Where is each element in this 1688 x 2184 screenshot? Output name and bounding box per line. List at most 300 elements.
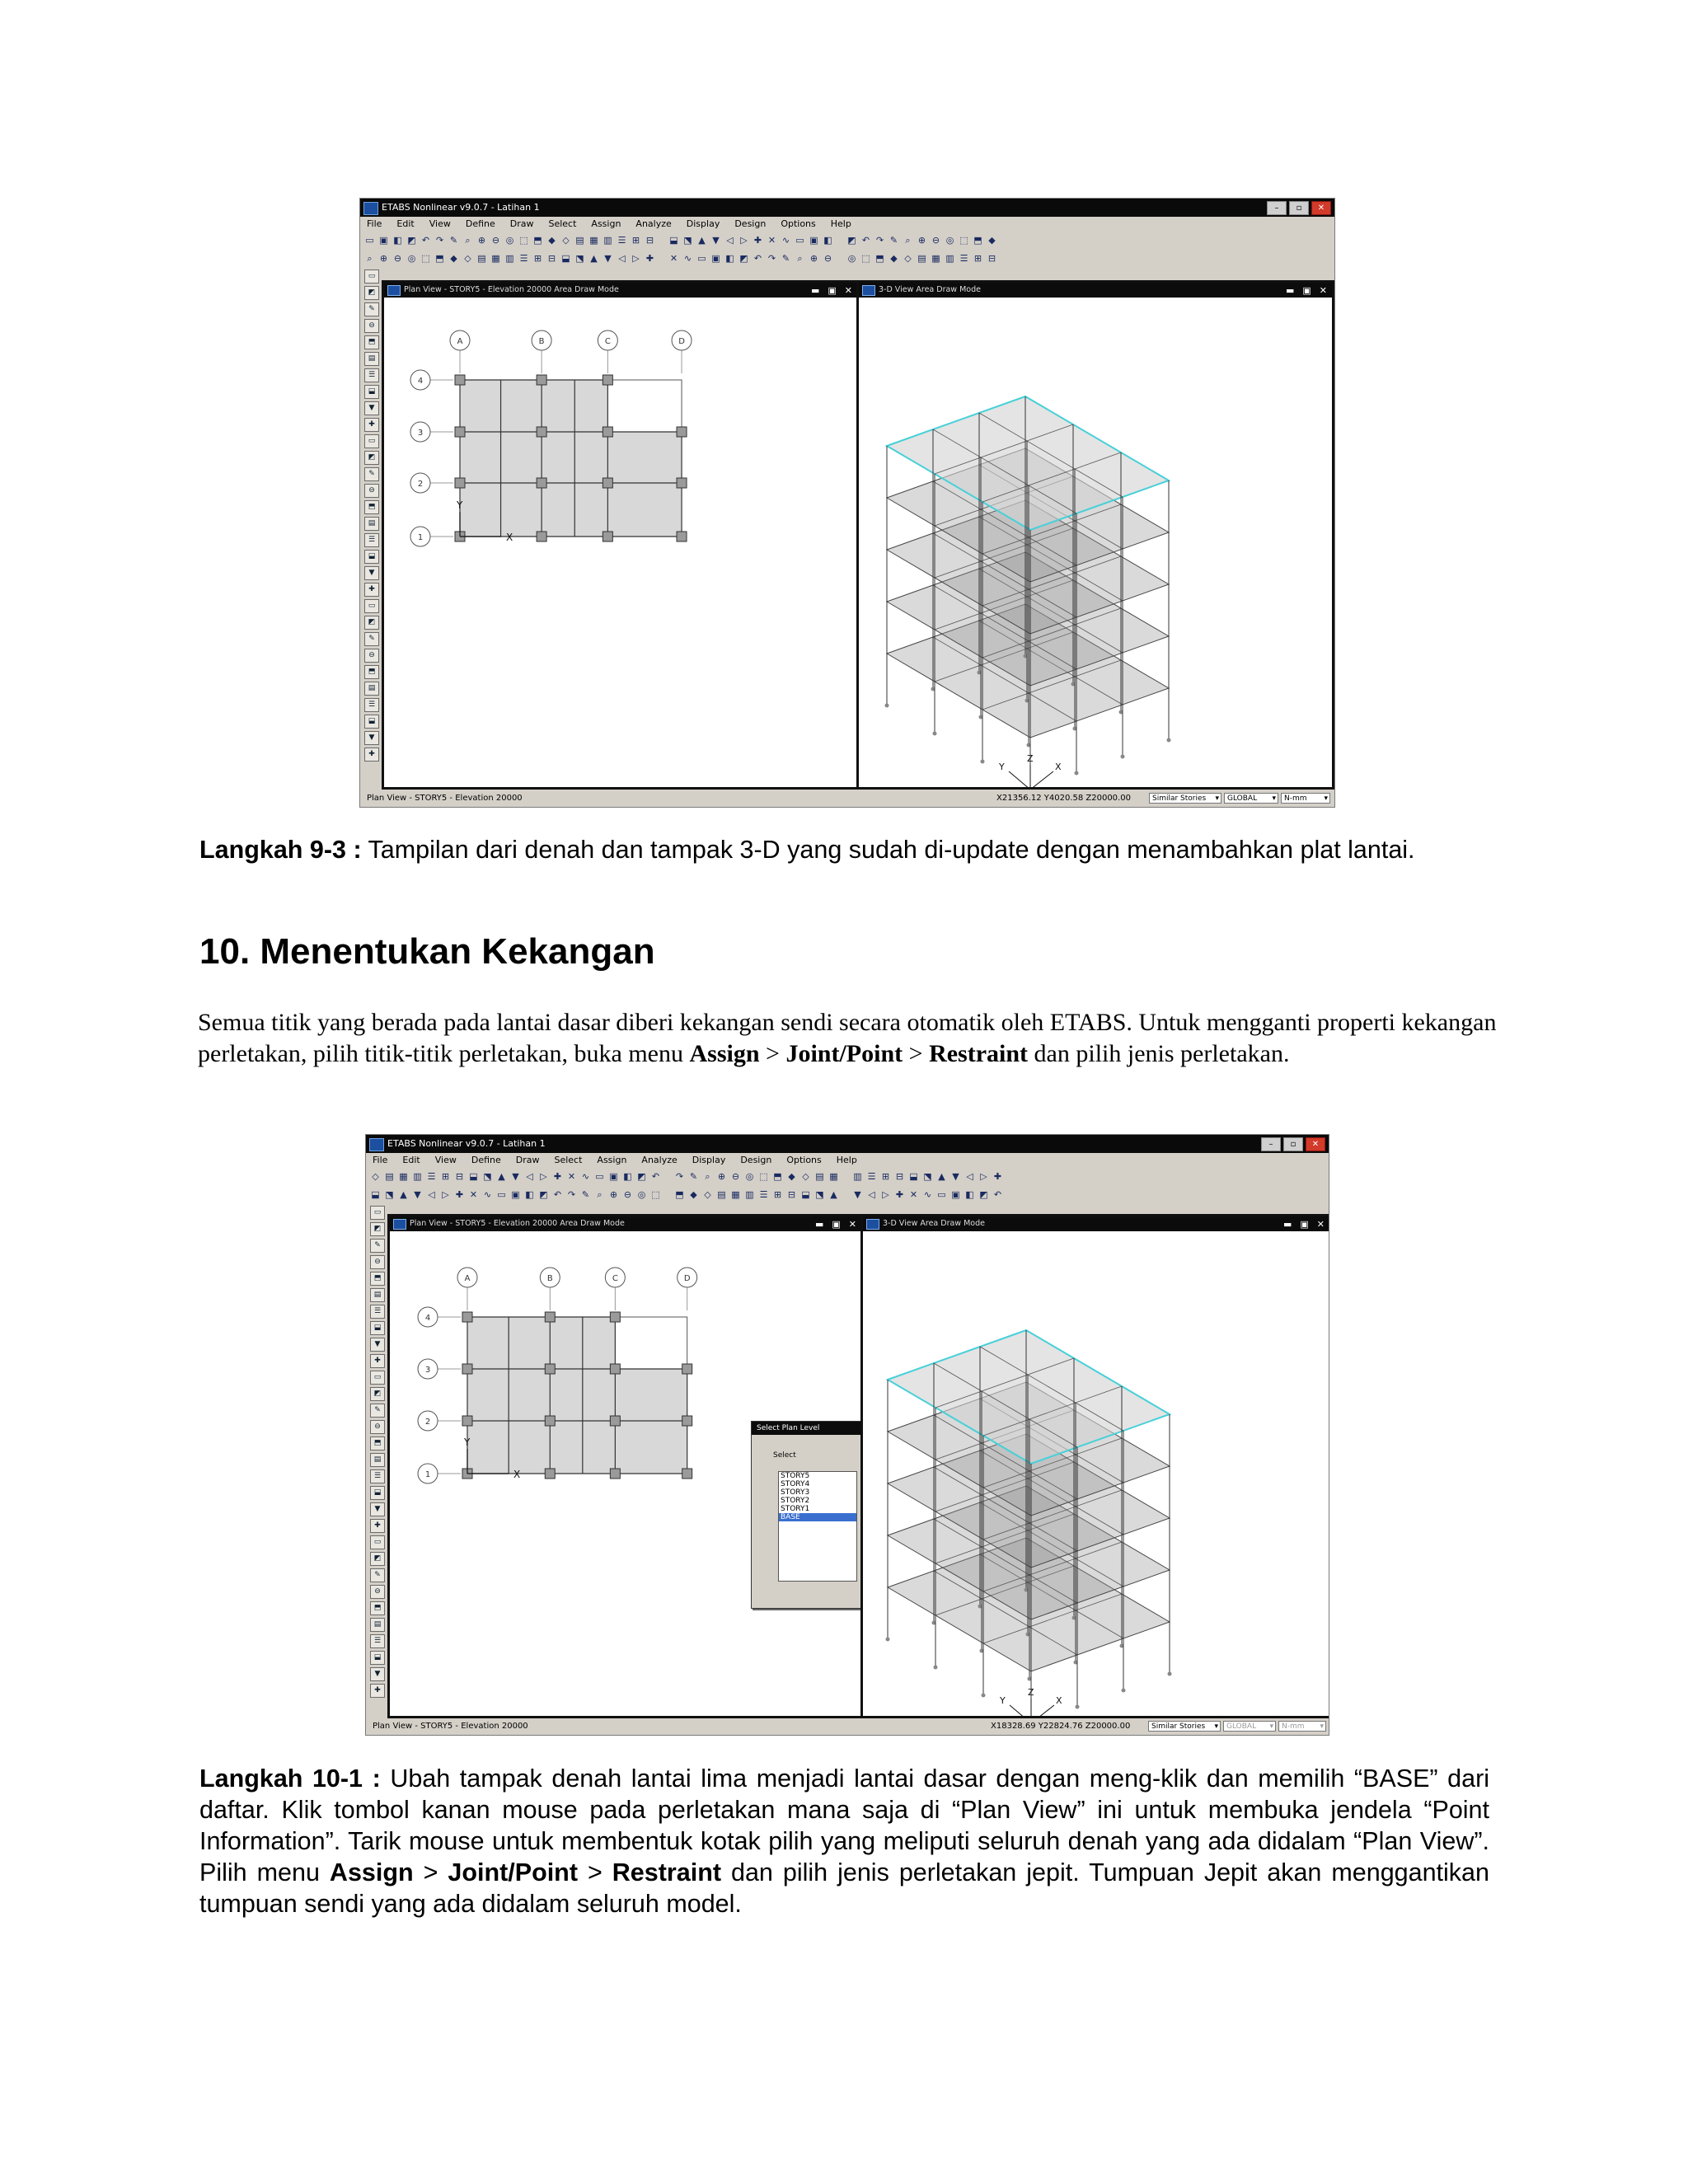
toolbar-tool-icon[interactable]: ∿ <box>581 1171 590 1182</box>
toolbar-tool-icon[interactable]: ◇ <box>372 1171 379 1182</box>
toolbar-tool-icon[interactable]: ⊞ <box>881 1171 890 1182</box>
toolbar-tool-icon[interactable]: ✚ <box>645 253 654 264</box>
toolbar-tool-icon[interactable]: ◆ <box>690 1189 697 1200</box>
list-item[interactable]: STORY3 <box>781 1488 810 1497</box>
draw-tool-icon[interactable]: ☰ <box>364 368 379 382</box>
toolbar-tool-icon[interactable]: ⊟ <box>645 235 654 246</box>
joint-marker <box>537 532 546 541</box>
draw-tool-icon[interactable]: ☰ <box>364 698 379 712</box>
close-button[interactable]: ✕ <box>1311 201 1331 215</box>
draw-tool-icon[interactable]: ⊖ <box>364 649 379 663</box>
3d-view-window[interactable] <box>860 1214 1329 1718</box>
toolbar-tool-icon[interactable]: ✕ <box>669 253 678 264</box>
toolbar-tool-icon[interactable]: ◁ <box>428 1189 435 1200</box>
toolbar-tool-icon[interactable]: ▼ <box>952 1171 959 1182</box>
toolbar-tool-icon[interactable]: ⬔ <box>923 1171 932 1182</box>
toolbar-tool-icon[interactable]: ▥ <box>413 1171 422 1182</box>
menu-file[interactable]: File <box>373 1155 388 1165</box>
toolbar-tool-icon[interactable]: ⌕ <box>705 1170 710 1182</box>
toolbar-tool-icon[interactable]: ⊖ <box>823 253 832 264</box>
toolbar-tool-icon[interactable]: ↶ <box>861 235 870 246</box>
draw-tool-icon[interactable]: ✚ <box>370 1354 385 1368</box>
toolbar-tool-icon[interactable]: ☰ <box>427 1171 436 1182</box>
toolbar-tool-icon[interactable]: ◧ <box>965 1189 974 1200</box>
maximize-button[interactable]: ▫ <box>1283 1137 1303 1151</box>
draw-tool-icon[interactable]: ⬒ <box>370 1272 385 1286</box>
toolbar-tool-icon[interactable]: ⊕ <box>809 253 818 264</box>
toolbar-tool-icon[interactable]: ✚ <box>993 1171 1002 1182</box>
plan-view-window[interactable] <box>387 1214 864 1718</box>
toolbar-tool-icon[interactable]: ◧ <box>725 253 734 264</box>
toolbar-tool-icon[interactable]: ▣ <box>951 1189 960 1200</box>
toolbar-tool-icon[interactable]: ▦ <box>491 253 500 264</box>
minimize-icon[interactable]: ▬ <box>814 1219 824 1230</box>
toolbar-tool-icon[interactable]: ◁ <box>618 253 626 264</box>
draw-tool-icon[interactable]: ⬒ <box>370 1601 385 1615</box>
toolbar-tool-icon[interactable]: ◩ <box>637 1171 646 1182</box>
draw-tool-icon[interactable]: ⬓ <box>370 1321 385 1335</box>
draw-tool-icon[interactable]: ◩ <box>370 1222 385 1236</box>
toolbar-tool-icon[interactable]: ▷ <box>632 253 640 264</box>
toolbar-tool-icon[interactable]: ▦ <box>829 1171 838 1182</box>
draw-tool-icon[interactable]: ▭ <box>370 1206 385 1220</box>
similar-stories-select[interactable]: Similar Stories ▾ <box>1149 793 1221 804</box>
draw-tool-icon[interactable]: ▭ <box>364 269 379 284</box>
toolbar-tool-icon[interactable]: ▭ <box>595 1171 604 1182</box>
close-icon[interactable]: ✕ <box>1316 1219 1325 1230</box>
toolbar-tool-icon[interactable]: ⬔ <box>483 1171 492 1182</box>
toolbar-tool-icon[interactable]: ⊟ <box>787 1189 796 1200</box>
menu-assign[interactable]: Assign <box>591 218 621 229</box>
draw-tool-icon[interactable]: ✎ <box>364 632 379 646</box>
draw-tool-icon[interactable]: ✎ <box>364 467 379 481</box>
toolbar-tool-icon[interactable]: ▲ <box>938 1171 945 1182</box>
draw-tool-icon[interactable]: ⬓ <box>364 385 379 399</box>
draw-tool-icon[interactable]: ▤ <box>370 1453 385 1467</box>
toolbar-tool-icon[interactable]: ↷ <box>767 253 776 264</box>
toolbar-tool-icon[interactable]: ⊟ <box>987 253 996 264</box>
draw-tool-icon[interactable]: ☰ <box>364 533 379 547</box>
toolbar-tool-icon[interactable]: ▤ <box>477 253 486 264</box>
toolbar-tool-icon[interactable]: ▦ <box>589 235 598 246</box>
toolbar-tool-icon[interactable]: ☰ <box>519 253 528 264</box>
toolbar-tool-icon[interactable]: ☰ <box>867 1171 876 1182</box>
toolbar-tool-icon[interactable]: ▥ <box>505 253 514 264</box>
menu-view[interactable]: View <box>429 218 451 229</box>
toolbar-tool-icon[interactable]: ▲ <box>830 1189 837 1200</box>
toolbar-tool-icon[interactable]: ✚ <box>753 235 762 246</box>
draw-tool-icon[interactable]: ✎ <box>370 1239 385 1253</box>
toolbar-tool-icon[interactable]: ▷ <box>540 1171 547 1182</box>
draw-tool-icon[interactable]: ☰ <box>370 1634 385 1648</box>
toolbar-tool-icon[interactable]: ▥ <box>945 253 954 264</box>
toolbar-tool-icon[interactable]: ▥ <box>603 235 612 246</box>
toolbar-tool-icon[interactable]: ⊕ <box>609 1189 618 1200</box>
draw-tool-icon[interactable]: ✎ <box>370 1568 385 1582</box>
toolbar-tool-icon[interactable]: ⬔ <box>575 253 584 264</box>
toolbar-tool-icon[interactable]: ⊟ <box>455 1171 464 1182</box>
toolbar-tool-icon[interactable]: ▭ <box>795 235 804 246</box>
draw-tool-icon[interactable]: ▭ <box>364 434 379 448</box>
restore-icon[interactable]: ▣ <box>832 1219 841 1230</box>
draw-tool-icon[interactable]: ◩ <box>364 451 379 465</box>
toolbar-tool-icon[interactable]: ∿ <box>923 1189 932 1200</box>
toolbar-tool-icon[interactable]: ⌕ <box>597 1188 603 1200</box>
toolbar-tool-icon[interactable]: ⊟ <box>547 253 556 264</box>
toolbar-tool-icon[interactable]: ◧ <box>823 235 832 246</box>
menu-define[interactable]: Define <box>471 1155 501 1165</box>
toolbar-tool-icon[interactable]: ◆ <box>890 253 898 264</box>
toolbar-tool-icon[interactable]: ▥ <box>853 1171 862 1182</box>
menu-edit[interactable]: Edit <box>396 218 415 229</box>
minimize-icon[interactable]: ▬ <box>1285 285 1295 296</box>
toolbar-tool-icon[interactable]: ↶ <box>553 1189 562 1200</box>
restore-icon[interactable]: ▣ <box>1300 1219 1309 1230</box>
toolbar-tool-icon[interactable]: ◆ <box>450 253 457 264</box>
draw-tool-icon[interactable]: ✎ <box>370 1404 385 1418</box>
toolbar-tool-icon[interactable]: ◎ <box>505 235 514 246</box>
draw-tool-icon[interactable]: ✚ <box>364 748 379 762</box>
toolbar-tool-icon[interactable]: ▤ <box>575 235 584 246</box>
toolbar-tool-icon[interactable]: ◧ <box>623 1171 632 1182</box>
toolbar-tool-icon[interactable]: ✚ <box>553 1171 562 1182</box>
list-item[interactable]: STORY5 <box>781 1472 810 1480</box>
toolbar-tool-icon[interactable]: ▤ <box>815 1171 824 1182</box>
toolbar-tool-icon[interactable]: ⊖ <box>731 1171 740 1182</box>
toolbar-tool-icon[interactable]: ◇ <box>704 1189 711 1200</box>
toolbar-tool-icon[interactable]: ⬓ <box>909 1171 918 1182</box>
joint-marker <box>677 478 687 488</box>
toolbar-tool-icon[interactable]: ⬚ <box>519 235 528 246</box>
toolbar-tool-icon[interactable]: ↶ <box>421 235 430 246</box>
menu-file[interactable]: File <box>367 218 382 229</box>
toolbar-tool-icon[interactable]: ⊖ <box>623 1189 632 1200</box>
draw-tool-icon[interactable]: ⊖ <box>364 484 379 498</box>
draw-tool-icon[interactable]: ✚ <box>370 1519 385 1533</box>
toolbar-tool-icon[interactable]: ◎ <box>847 253 856 264</box>
list-item[interactable]: STORY2 <box>781 1497 810 1505</box>
toolbar-tool-icon[interactable]: ✕ <box>767 235 776 246</box>
toolbar-tool-icon[interactable]: ▥ <box>745 1189 754 1200</box>
toolbar-tool-icon[interactable]: ⊟ <box>895 1171 904 1182</box>
toolbar-tool-icon[interactable]: ▷ <box>442 1189 449 1200</box>
list-item[interactable]: STORY4 <box>781 1480 810 1488</box>
toolbar-tool-icon[interactable]: ⬓ <box>801 1189 810 1200</box>
toolbar-tool-icon[interactable]: ⬓ <box>561 253 570 264</box>
minimize-icon[interactable]: ▬ <box>1282 1219 1292 1230</box>
draw-tool-icon[interactable]: ▼ <box>370 1502 385 1516</box>
restore-icon[interactable]: ▣ <box>828 285 837 296</box>
toolbar-tool-icon[interactable]: ⬚ <box>759 1171 768 1182</box>
toolbar-tool-icon[interactable]: ▼ <box>512 1171 519 1182</box>
menu-assign[interactable]: Assign <box>597 1155 627 1165</box>
close-icon[interactable]: ✕ <box>1319 285 1327 296</box>
toolbar-tool-icon[interactable]: ⊕ <box>917 235 926 246</box>
draw-tool-icon[interactable]: ◩ <box>370 1387 385 1401</box>
toolbar-tool-icon[interactable]: ◆ <box>548 235 556 246</box>
toolbar-tool-icon[interactable]: ∿ <box>683 253 692 264</box>
menu-define[interactable]: Define <box>465 218 495 229</box>
toolbar-tool-icon[interactable]: ▲ <box>498 1171 505 1182</box>
menu-design[interactable]: Design <box>734 218 767 229</box>
toolbar-tool-icon[interactable]: ▼ <box>712 235 720 246</box>
toolbar-tool-icon[interactable]: ▭ <box>365 235 374 246</box>
draw-tool-icon[interactable]: ▤ <box>370 1618 385 1632</box>
draw-tool-icon[interactable]: ✚ <box>364 418 379 432</box>
toolbar-tool-icon[interactable]: ↶ <box>993 1189 1002 1200</box>
menu-options[interactable]: Options <box>781 218 816 229</box>
draw-tool-icon[interactable]: ⬓ <box>364 715 379 729</box>
toolbar-tool-icon[interactable]: ◩ <box>739 253 748 264</box>
toolbar-tool-icon[interactable]: ◩ <box>847 235 856 246</box>
toolbar-tool-icon[interactable]: ⬒ <box>875 253 884 264</box>
toolbar-tool-icon[interactable]: ⊞ <box>773 1189 782 1200</box>
toolbar-tool-icon[interactable]: ▤ <box>385 1171 394 1182</box>
plan-view-title: Plan View - STORY5 - Elevation 20000 Area Draw Mode <box>410 1219 625 1228</box>
toolbar-tool-icon[interactable]: ⊕ <box>477 235 486 246</box>
toolbar-tool-icon[interactable]: ▲ <box>590 253 598 264</box>
plan-level-list[interactable] <box>778 1471 857 1582</box>
toolbar-tool-icon[interactable]: ◇ <box>802 1171 809 1182</box>
toolbar-tool-icon[interactable]: ◁ <box>868 1189 875 1200</box>
toolbar-tool-icon[interactable]: ◩ <box>979 1189 988 1200</box>
toolbar-tool-icon[interactable]: ⌕ <box>797 252 803 264</box>
maximize-button[interactable]: ▫ <box>1289 201 1309 215</box>
menu-design[interactable]: Design <box>740 1155 772 1165</box>
toolbar-tool-icon[interactable]: ⬚ <box>861 253 870 264</box>
plan-view-window[interactable] <box>382 280 860 790</box>
draw-tool-icon[interactable]: ⬒ <box>364 335 379 349</box>
toolbar-tool-icon[interactable]: ↷ <box>567 1189 576 1200</box>
restore-icon[interactable]: ▣ <box>1302 285 1311 296</box>
toolbar-tool-icon[interactable]: ◁ <box>726 235 734 246</box>
toolbar-tool-icon[interactable]: ⬓ <box>371 1189 380 1200</box>
toolbar-tool-icon[interactable]: ☰ <box>759 1189 768 1200</box>
menu-view[interactable]: View <box>434 1155 457 1165</box>
toolbar-tool-icon[interactable]: ⬚ <box>959 235 968 246</box>
toolbar-tool-icon[interactable]: ▭ <box>697 253 706 264</box>
menu-options[interactable]: Options <box>786 1155 822 1165</box>
toolbar-tool-icon[interactable]: ▦ <box>399 1171 408 1182</box>
toolbar-tool-icon[interactable]: ⬒ <box>533 235 542 246</box>
toolbar-tool-icon[interactable]: ▭ <box>937 1189 946 1200</box>
toolbar-tool-icon[interactable]: ◆ <box>788 1171 795 1182</box>
draw-tool-icon[interactable]: ▭ <box>370 1371 385 1385</box>
3d-view-window[interactable] <box>856 280 1334 790</box>
toolbar-tool-icon[interactable]: ⬚ <box>651 1189 660 1200</box>
menu-analyze[interactable]: Analyze <box>635 218 672 229</box>
toolbar-tool-icon[interactable]: ◁ <box>966 1171 973 1182</box>
toolbar-tool-icon[interactable]: ⊕ <box>379 253 388 264</box>
toolbar-tool-icon[interactable]: ⊞ <box>631 235 640 246</box>
similar-stories-select[interactable]: Similar Stories ▾ <box>1148 1721 1221 1732</box>
toolbar-tool-icon[interactable]: ◎ <box>637 1189 646 1200</box>
toolbar-tool-icon[interactable]: ◎ <box>745 1171 754 1182</box>
toolbar-tool-icon[interactable]: ◎ <box>945 235 954 246</box>
draw-tool-icon[interactable]: ☰ <box>370 1469 385 1483</box>
draw-tool-icon[interactable]: ▼ <box>370 1667 385 1681</box>
coord-system-select[interactable]: GLOBAL ▾ <box>1223 1721 1276 1732</box>
minimize-icon[interactable]: ▬ <box>810 285 820 296</box>
toolbar-tool-icon[interactable]: ◇ <box>464 253 471 264</box>
toolbar-tool-icon[interactable]: ⬔ <box>815 1189 824 1200</box>
draw-tool-icon[interactable]: ▤ <box>364 517 379 531</box>
menu-edit[interactable]: Edit <box>402 1155 420 1165</box>
toolbar-tool-icon[interactable]: ◩ <box>539 1189 548 1200</box>
menu-draw[interactable]: Draw <box>515 1155 540 1165</box>
draw-tool-icon[interactable]: ▤ <box>364 352 379 366</box>
toolbar-tool-icon[interactable]: ▲ <box>400 1189 407 1200</box>
toolbar-tool-icon[interactable]: ▷ <box>980 1171 987 1182</box>
toolbar-tool-icon[interactable]: ⬒ <box>435 253 444 264</box>
draw-tool-icon[interactable]: ▤ <box>370 1288 385 1302</box>
toolbar-tool-icon[interactable]: ⊖ <box>931 235 940 246</box>
toolbar-tool-icon[interactable]: ⊞ <box>973 253 982 264</box>
toolbar-tool-icon[interactable]: ✕ <box>567 1171 576 1182</box>
draw-tool-icon[interactable]: ⬓ <box>364 550 379 564</box>
menu-select[interactable]: Select <box>554 1155 583 1165</box>
toolbar-tool-icon[interactable]: ▤ <box>717 1189 726 1200</box>
toolbar-tool-icon[interactable]: ◇ <box>562 235 570 246</box>
toolbar-tool-icon[interactable]: ▷ <box>882 1189 889 1200</box>
toolbar-tool-icon[interactable]: ▣ <box>609 1171 618 1182</box>
toolbar-tool-icon[interactable]: ⊖ <box>491 235 500 246</box>
toolbar-tool-icon[interactable]: ⌕ <box>465 234 471 246</box>
toolbar-tool-icon[interactable]: ✎ <box>781 253 790 264</box>
toolbar-tool-icon[interactable]: ↶ <box>651 1171 660 1182</box>
toolbar-tool-icon[interactable]: ☰ <box>959 253 968 264</box>
toolbar-tool-icon[interactable]: ▭ <box>497 1189 506 1200</box>
toolbar-tool-icon[interactable]: ▣ <box>511 1189 520 1200</box>
toolbar-tool-icon[interactable]: ▦ <box>931 253 940 264</box>
toolbar-tool-icon[interactable]: ▦ <box>731 1189 740 1200</box>
draw-tool-icon[interactable]: ⊖ <box>370 1255 385 1269</box>
toolbar-tool-icon[interactable]: ↶ <box>753 253 762 264</box>
list-item[interactable]: STORY1 <box>781 1505 810 1513</box>
toolbar-tool-icon[interactable]: ▣ <box>379 235 388 246</box>
menu-help[interactable]: Help <box>836 1155 857 1165</box>
toolbar-tool-icon[interactable]: ⬚ <box>421 253 430 264</box>
toolbar-tool-icon[interactable]: ◎ <box>407 253 416 264</box>
units-select[interactable]: N-mm ▾ <box>1281 793 1330 804</box>
draw-tool-icon[interactable]: ▼ <box>364 566 379 580</box>
draw-tool-icon[interactable]: ⬓ <box>370 1651 385 1665</box>
draw-tool-icon[interactable]: ◩ <box>370 1552 385 1566</box>
toolbar-tool-icon[interactable]: ◧ <box>393 235 402 246</box>
toolbar-tool-icon[interactable]: ✎ <box>581 1189 590 1200</box>
toolbar-tool-icon[interactable]: ⬔ <box>385 1189 394 1200</box>
toolbar-tool-icon[interactable]: ⬔ <box>683 235 692 246</box>
draw-tool-icon[interactable]: ✚ <box>364 583 379 597</box>
toolbar-tool-icon[interactable]: ▼ <box>414 1189 421 1200</box>
toolbar-tool-icon[interactable]: ☰ <box>617 235 626 246</box>
draw-tool-icon[interactable]: ⬒ <box>364 500 379 514</box>
toolbar-tool-icon[interactable]: ✎ <box>449 235 458 246</box>
menu-display[interactable]: Display <box>692 1155 726 1165</box>
toolbar-tool-icon[interactable]: ⊞ <box>441 1171 450 1182</box>
draw-tool-icon[interactable]: ◩ <box>364 616 379 630</box>
draw-tool-icon[interactable]: ✚ <box>370 1684 385 1698</box>
draw-tool-icon[interactable]: ▼ <box>370 1338 385 1352</box>
minimize-button[interactable]: – <box>1261 1137 1281 1151</box>
toolbar-tool-icon[interactable]: ⬒ <box>675 1189 684 1200</box>
draw-tool-icon[interactable]: ⬒ <box>370 1436 385 1451</box>
toolbar-tool-icon[interactable]: ◧ <box>525 1189 534 1200</box>
draw-tool-icon[interactable]: ▭ <box>370 1535 385 1549</box>
toolbar-tool-icon[interactable]: ↷ <box>875 235 884 246</box>
toolbar-tool-icon[interactable]: ◁ <box>526 1171 533 1182</box>
minimize-button[interactable]: – <box>1267 201 1287 215</box>
toolbar-tool-icon[interactable]: ▣ <box>711 253 720 264</box>
draw-tool-icon[interactable]: ☰ <box>370 1305 385 1319</box>
toolbar-tool-icon[interactable]: ⬒ <box>973 235 982 246</box>
toolbar-tool-icon[interactable]: ◩ <box>407 235 416 246</box>
draw-tool-icon[interactable]: ⊖ <box>370 1420 385 1434</box>
draw-tool-icon[interactable]: ⬓ <box>370 1486 385 1500</box>
list-item-selected[interactable]: BASE <box>779 1513 856 1521</box>
toolbar-tool-icon[interactable]: ↷ <box>435 235 444 246</box>
toolbar-tool-icon[interactable]: ▼ <box>854 1189 861 1200</box>
coord-system-select[interactable]: GLOBAL ▾ <box>1224 793 1278 804</box>
menu-select[interactable]: Select <box>548 218 577 229</box>
draw-tool-icon[interactable]: ⊖ <box>370 1585 385 1599</box>
units-select[interactable]: N-mm ▾ <box>1278 1721 1326 1732</box>
toolbar-tool-icon[interactable]: ✚ <box>895 1189 904 1200</box>
toolbar-tool-icon[interactable]: ✎ <box>689 1171 698 1182</box>
toolbar-tool-icon[interactable]: ◇ <box>904 253 912 264</box>
toolbar-tool-icon[interactable]: ✕ <box>909 1189 918 1200</box>
menu-display[interactable]: Display <box>686 218 720 229</box>
toolbar-tool-icon[interactable]: ✎ <box>889 235 898 246</box>
menu-help[interactable]: Help <box>830 218 851 229</box>
toolbar-tool-icon[interactable]: ▣ <box>809 235 818 246</box>
draw-tool-icon[interactable]: ⬒ <box>364 665 379 679</box>
draw-tool-icon[interactable]: ▭ <box>364 599 379 613</box>
toolbar-tool-icon[interactable]: ✕ <box>469 1189 478 1200</box>
toolbar-tool-icon[interactable]: ⊕ <box>717 1171 726 1182</box>
close-icon[interactable]: ✕ <box>844 285 852 296</box>
menu-draw[interactable]: Draw <box>509 218 534 229</box>
toolbar-tool-icon[interactable]: ⌕ <box>905 234 911 246</box>
toolbar-tool-icon[interactable]: ∿ <box>483 1189 492 1200</box>
toolbar-tool-icon[interactable]: ⬓ <box>669 235 678 246</box>
draw-tool-icon[interactable]: ⊖ <box>364 319 379 333</box>
draw-tool-icon[interactable]: ▼ <box>364 731 379 745</box>
toolbar-tool-icon[interactable]: ▤ <box>917 253 926 264</box>
draw-tool-icon[interactable]: ▤ <box>364 682 379 696</box>
toolbar-tool-icon[interactable]: ✚ <box>455 1189 464 1200</box>
toolbar-tool-icon[interactable]: ◆ <box>988 235 996 246</box>
toolbar-tool-icon[interactable]: ⊞ <box>533 253 542 264</box>
toolbar-tool-icon[interactable]: ⌕ <box>367 252 373 264</box>
toolbar-tool-icon[interactable]: ▼ <box>604 253 612 264</box>
toolbar-tool-icon[interactable]: ⬒ <box>773 1171 782 1182</box>
draw-tool-icon[interactable]: ◩ <box>364 286 379 300</box>
close-button[interactable]: ✕ <box>1306 1137 1325 1151</box>
joint-marker <box>455 375 465 385</box>
draw-tool-icon[interactable]: ▼ <box>364 401 379 415</box>
toolbar-tool-icon[interactable]: ▲ <box>698 235 706 246</box>
toolbar-tool-icon[interactable]: ∿ <box>781 235 790 246</box>
toolbar-tool-icon[interactable]: ↷ <box>675 1171 684 1182</box>
menu-analyze[interactable]: Analyze <box>641 1155 678 1165</box>
toolbar-tool-icon[interactable]: ⬓ <box>469 1171 478 1182</box>
toolbar-tool-icon[interactable]: ▷ <box>740 235 748 246</box>
draw-tool-icon[interactable]: ✎ <box>364 302 379 316</box>
toolbar-tool-icon[interactable]: ⊖ <box>393 253 402 264</box>
joint-marker <box>603 478 612 488</box>
close-icon[interactable]: ✕ <box>848 1219 856 1230</box>
